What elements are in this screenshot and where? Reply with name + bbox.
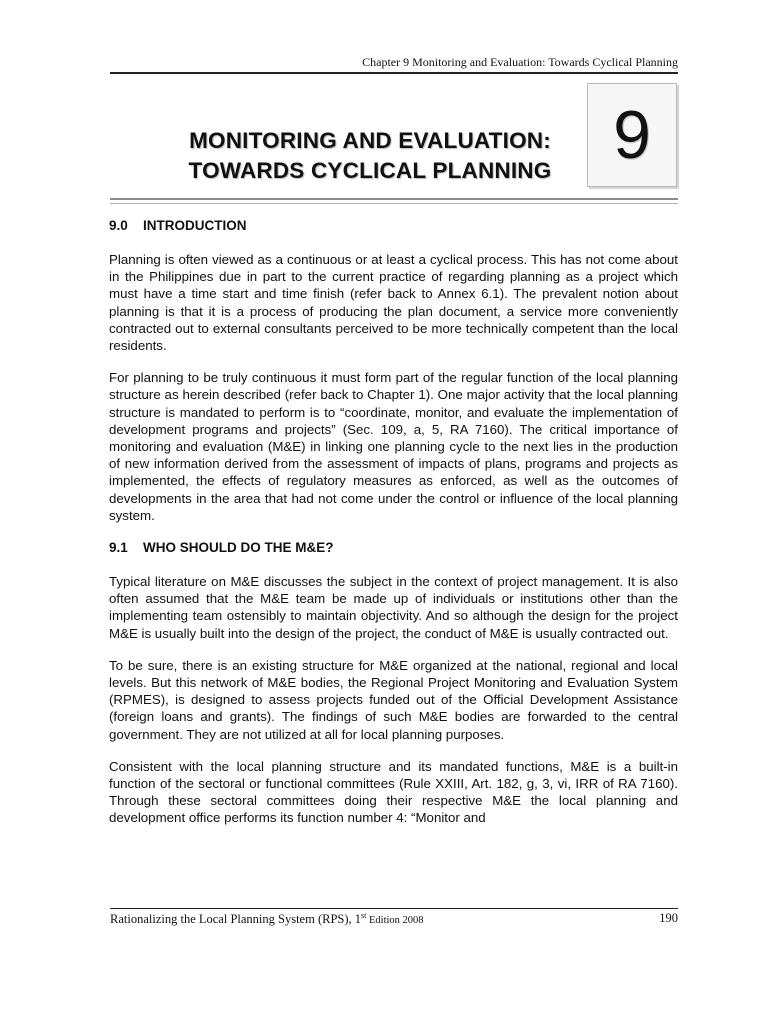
footer-title-text: Rationalizing the Local Planning System (RPS), 1 — [110, 912, 362, 927]
paragraph: For planning to be truly continuous it must form part of the regular function of the local planning structure as herein described (refer back to Chapter 1). One major activity that the local planning structure is mandated to perform is to “coordinate, monitor, and evaluate the implementation of development programs and projects” (Sec. 109, a, 5, RA 7160). The critical importance of monitoring and evaluation (M&E) in linking one planning cycle to the next lies in the production of new information derived from the assessment of impacts of plans, programs and projects as implemented, the effects of regulatory measures as enforced, as well as the outcomes of developments in the area that had not come under the control or influence of the local planning system. — [109, 370, 678, 523]
footer-edition-text: Edition 2008 — [366, 915, 424, 927]
chapter-title — [110, 126, 630, 186]
footer-edition-sup: st — [361, 911, 367, 920]
paragraph: Typical literature on M&E discusses the subject in the context of project management. It is also often assumed that the M&E team be made up of individuals or institutions other than the implementing team ostensibly to maintain objectivity. And so although the design for the project M&E is usually built into the design of the project, the conduct of M&E is usually contracted out. — [109, 574, 678, 641]
body-content — [109, 217, 678, 842]
title-rule — [110, 198, 678, 200]
paragraph: To be sure, there is an existing structure for M&E organized at the national, regional and local levels. But this network of M&E bodies, the Regional Project Monitoring and Evaluation System (RPMES), is designed to assess projects funded out of the Official Development Assistance (foreign loans and grants). The findings of such M&E bodies are forwarded to the central government. They are not utilized at all for local planning purposes. — [109, 657, 678, 742]
footer-rule — [110, 908, 678, 909]
chapter-number: 9 — [613, 97, 651, 173]
paragraph: Planning is often viewed as a continuous or at least a cyclical process. This has not come about in the Philippines due in part to the current practice of regarding planning as a project which must have a time start and time finish (refer back to Annex 6.1). The prevalent notion about planning is that it is a process of producing the plan document, a service more conveniently contracted out to external consultants perceived to be more technically competent than the local residents. — [109, 252, 678, 354]
paragraph: Consistent with the local planning structure and its mandated functions, M&E is a built-in function of the sectoral or functional committees (Rule XXIII, Art. 182, g, 3, vi, IRR of RA 7160). Through these sectoral committees doing their respective M&E the local planning and development office performs its function number 4: “Monitor and — [109, 758, 678, 826]
running-head: Chapter 9 Monitoring and Evaluation: Towards Cyclical Planning — [362, 55, 678, 69]
chapter-title-line-2: TOWARDS CYCLICAL PLANNING — [188, 158, 552, 183]
section-heading — [109, 539, 678, 556]
section-heading — [109, 217, 678, 234]
section-number: 9.0 — [109, 218, 128, 233]
section-title: WHO SHOULD DO THE M&E? — [143, 540, 334, 556]
page-footer — [110, 911, 678, 927]
section-title: INTRODUCTION — [143, 218, 247, 233]
title-rule-secondary — [110, 203, 678, 204]
chapter-title-line-1: MONITORING AND EVALUATION: — [189, 128, 551, 153]
section-number: 9.1 — [109, 540, 128, 556]
chapter-number-box — [587, 83, 677, 187]
header-rule — [110, 72, 678, 74]
footer-book-title — [110, 911, 424, 927]
page-number: 190 — [659, 911, 678, 925]
